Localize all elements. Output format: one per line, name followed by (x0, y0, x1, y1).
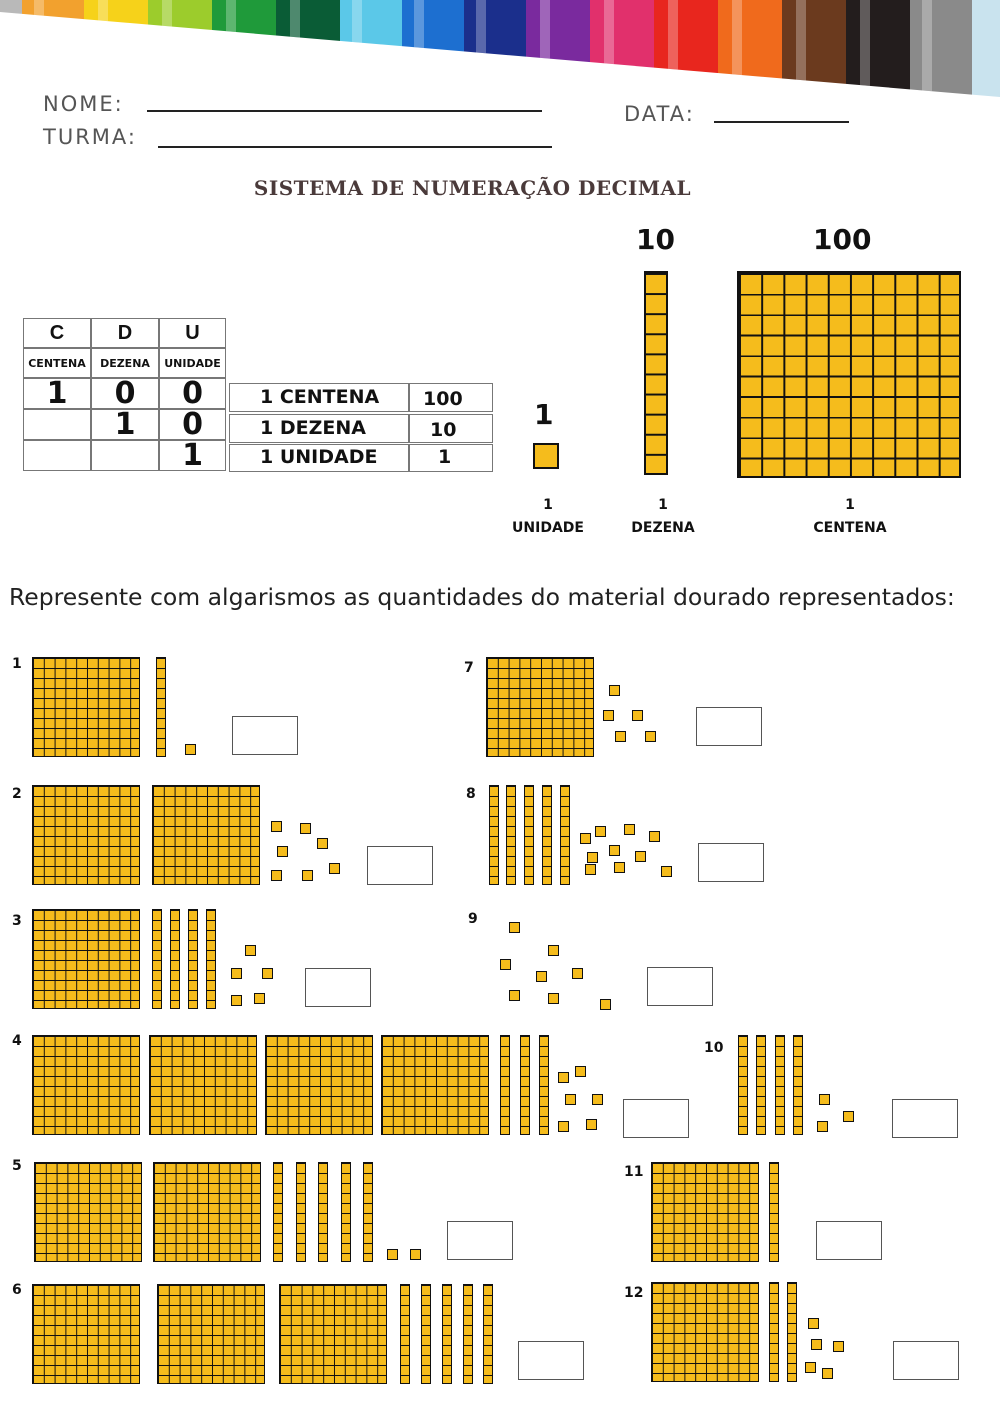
exercise-10-answer-box[interactable] (892, 1099, 958, 1138)
unit-cube-block (271, 870, 282, 881)
exercise-3-number: 3 (12, 913, 22, 929)
unit-cube-block (603, 710, 614, 721)
unit-number: 1 (534, 398, 554, 431)
cell-r2-d: 1 (91, 409, 159, 440)
unit-cube (533, 443, 559, 469)
ten-rod-block (506, 785, 516, 885)
unit-caption (498, 494, 598, 540)
ten-rod-block (483, 1284, 493, 1384)
ten-rod-block (520, 1035, 530, 1135)
unit-cube-block (271, 821, 282, 832)
cell-r2-c (23, 409, 91, 440)
unit-cube-block (300, 823, 311, 834)
hundred-flat-block (32, 909, 140, 1009)
hundred-flat-block (486, 657, 594, 757)
unit-cube-block (558, 1121, 569, 1132)
unit-cube-block (575, 1066, 586, 1077)
unit-cube-block (592, 1094, 603, 1105)
ten-rod-block (787, 1282, 797, 1382)
hundred-flat-block (381, 1035, 489, 1135)
hundred-flat-block (34, 1162, 142, 1262)
ten-rod-block (188, 909, 198, 1009)
exercise-2-number: 2 (12, 786, 22, 802)
row-value-1: 1 (409, 444, 493, 472)
unit-cube-block (329, 863, 340, 874)
ten-rod-block (400, 1284, 410, 1384)
ten-number: 10 (636, 223, 675, 256)
ten-caption-line1: 1 (658, 497, 668, 513)
unit-cube-block (811, 1339, 822, 1350)
ten-rod-block (296, 1162, 306, 1262)
unit-cube-block (231, 995, 242, 1006)
exercise-10-number: 10 (704, 1040, 724, 1056)
unit-cube-block (231, 968, 242, 979)
unit-cube-block (808, 1318, 819, 1329)
hundred-caption-line2: CENTENA (813, 520, 887, 536)
row-name-dezena: 1 DEZENA (229, 414, 409, 443)
unit-cube-block (548, 993, 559, 1004)
ten-caption (613, 494, 713, 540)
ten-rod-block (539, 1035, 549, 1135)
unit-cube-block (819, 1094, 830, 1105)
exercise-11-number: 11 (624, 1164, 644, 1180)
exercise-9-number: 9 (468, 911, 478, 927)
ten-rod-block (542, 785, 552, 885)
unit-cube-block (586, 1119, 597, 1130)
page-title: SISTEMA DE NUMERAÇÃO DECIMAL (253, 176, 692, 200)
exercise-12-answer-box[interactable] (893, 1341, 959, 1380)
exercise-8-answer-box[interactable] (698, 843, 764, 882)
subheader-centena: CENTENA (23, 348, 91, 378)
unit-cube-block (822, 1368, 833, 1379)
unit-cube-block (609, 685, 620, 696)
unit-cube-block (649, 831, 660, 842)
exercise-6-number: 6 (12, 1282, 22, 1298)
ten-caption-line2: DEZENA (631, 520, 695, 536)
unit-cube-block (245, 945, 256, 956)
turma-label: TURMA: (43, 125, 137, 149)
exercise-1-answer-box[interactable] (232, 716, 298, 755)
ten-rod (644, 271, 668, 475)
ten-rod-block (463, 1284, 473, 1384)
hundred-flat-block (279, 1284, 387, 1384)
unit-cube-block (410, 1249, 421, 1260)
instruction-text: Represente com algarismos as quantidades do material dourado representados: (9, 583, 955, 611)
unit-cube-block (317, 838, 328, 849)
ten-rod-block (500, 1035, 510, 1135)
unit-cube-block (609, 845, 620, 856)
data-label: DATA: (624, 102, 695, 126)
ten-rod-block (738, 1035, 748, 1135)
unit-cube-block (500, 959, 511, 970)
hundred-flat-block (32, 657, 140, 757)
ten-rod-block (560, 785, 570, 885)
header-d: D (91, 318, 159, 348)
subheader-dezena: DEZENA (91, 348, 159, 378)
hundred-flat-block (149, 1035, 257, 1135)
ten-rod-block (489, 785, 499, 885)
unit-cube-block (565, 1094, 576, 1105)
unit-cube-block (536, 971, 547, 982)
unit-cube-block (615, 731, 626, 742)
ten-rod-block (793, 1035, 803, 1135)
subheader-unidade: UNIDADE (159, 348, 226, 378)
unit-cube-block (600, 999, 611, 1010)
cell-r3-d (91, 440, 159, 471)
ten-rod-block (318, 1162, 328, 1262)
ten-rod-block (273, 1162, 283, 1262)
hundred-caption (800, 494, 900, 540)
unit-cube-block (302, 870, 313, 881)
unit-cube-block (509, 990, 520, 1001)
unit-cube-block (548, 945, 559, 956)
unit-cube-block (635, 851, 646, 862)
unit-cube-block (817, 1121, 828, 1132)
exercise-8-number: 8 (466, 786, 476, 802)
exercise-3-answer-box[interactable] (305, 968, 371, 1007)
cell-r1-c: 1 (23, 378, 91, 409)
exercise-6-answer-box[interactable] (518, 1341, 584, 1380)
cell-r1-d: 0 (91, 378, 159, 409)
hundred-flat-block (152, 785, 260, 885)
cell-r3-c (23, 440, 91, 471)
exercise-11-answer-box[interactable] (816, 1221, 882, 1260)
hundred-number: 100 (813, 223, 872, 256)
hundred-flat-block (651, 1162, 759, 1262)
unit-cube-block (185, 744, 196, 755)
exercise-7-number: 7 (464, 660, 474, 676)
ten-rod-block (156, 657, 166, 757)
unit-cube-block (833, 1341, 844, 1352)
unit-cube-block (805, 1362, 816, 1373)
row-value-100: 100 (409, 383, 493, 412)
exercise-1-number: 1 (12, 656, 22, 672)
hundred-flat-block (32, 1284, 140, 1384)
unit-caption-line1: 1 (543, 497, 553, 513)
colored-pencils-banner (0, 0, 1000, 100)
unit-cube-block (254, 993, 265, 1004)
exercise-12-number: 12 (624, 1285, 644, 1301)
unit-cube-block (661, 866, 672, 877)
unit-cube-block (585, 864, 596, 875)
unit-caption-line2: UNIDADE (512, 520, 584, 536)
ten-rod-block (442, 1284, 452, 1384)
row-value-10: 10 (409, 414, 493, 443)
nome-label: NOME: (43, 92, 124, 116)
unit-cube-block (843, 1111, 854, 1122)
unit-cube-block (277, 846, 288, 857)
hundred-flat-block (265, 1035, 373, 1135)
exercise-2-answer-box[interactable] (367, 846, 433, 885)
exercise-7-answer-box[interactable] (696, 707, 762, 746)
hundred-caption-line1: 1 (845, 497, 855, 513)
ten-rod-block (341, 1162, 351, 1262)
hundred-flat-block (651, 1282, 759, 1382)
unit-cube-block (624, 824, 635, 835)
cell-r3-u: 1 (159, 440, 226, 471)
unit-cube-block (580, 833, 591, 844)
hundred-flat (737, 271, 961, 478)
ten-rod-block (756, 1035, 766, 1135)
nome-field[interactable] (147, 110, 542, 112)
row-name-unidade: 1 UNIDADE (229, 444, 409, 472)
hundred-flat-block (153, 1162, 261, 1262)
ten-rod-block (775, 1035, 785, 1135)
unit-cube-block (645, 731, 656, 742)
hundred-flat-block (32, 1035, 140, 1135)
unit-cube-block (572, 968, 583, 979)
ten-rod-block (206, 909, 216, 1009)
unit-cube-block (632, 710, 643, 721)
ten-rod-block (170, 909, 180, 1009)
hundred-flat-block (32, 785, 140, 885)
hundred-flat-block (157, 1284, 265, 1384)
ten-rod-block (152, 909, 162, 1009)
ten-rod-block (769, 1162, 779, 1262)
exercise-4-answer-box[interactable] (623, 1099, 689, 1138)
exercise-9-answer-box[interactable] (647, 967, 713, 1006)
unit-cube-block (595, 826, 606, 837)
cell-r1-u: 0 (159, 378, 226, 409)
ten-rod-block (769, 1282, 779, 1382)
data-field[interactable] (714, 121, 849, 123)
unit-cube-block (509, 922, 520, 933)
unit-cube-block (614, 862, 625, 873)
exercise-4-number: 4 (12, 1033, 22, 1049)
exercise-5-answer-box[interactable] (447, 1221, 513, 1260)
ten-rod-block (421, 1284, 431, 1384)
unit-cube-block (558, 1072, 569, 1083)
ten-rod-block (524, 785, 534, 885)
cell-r2-u: 0 (159, 409, 226, 440)
header-u: U (159, 318, 226, 348)
unit-cube-block (387, 1249, 398, 1260)
row-name-centena: 1 CENTENA (229, 383, 409, 412)
exercise-5-number: 5 (12, 1158, 22, 1174)
header-c: C (23, 318, 91, 348)
unit-cube-block (587, 852, 598, 863)
ten-rod-block (363, 1162, 373, 1262)
unit-cube-block (262, 968, 273, 979)
turma-field[interactable] (158, 146, 552, 148)
